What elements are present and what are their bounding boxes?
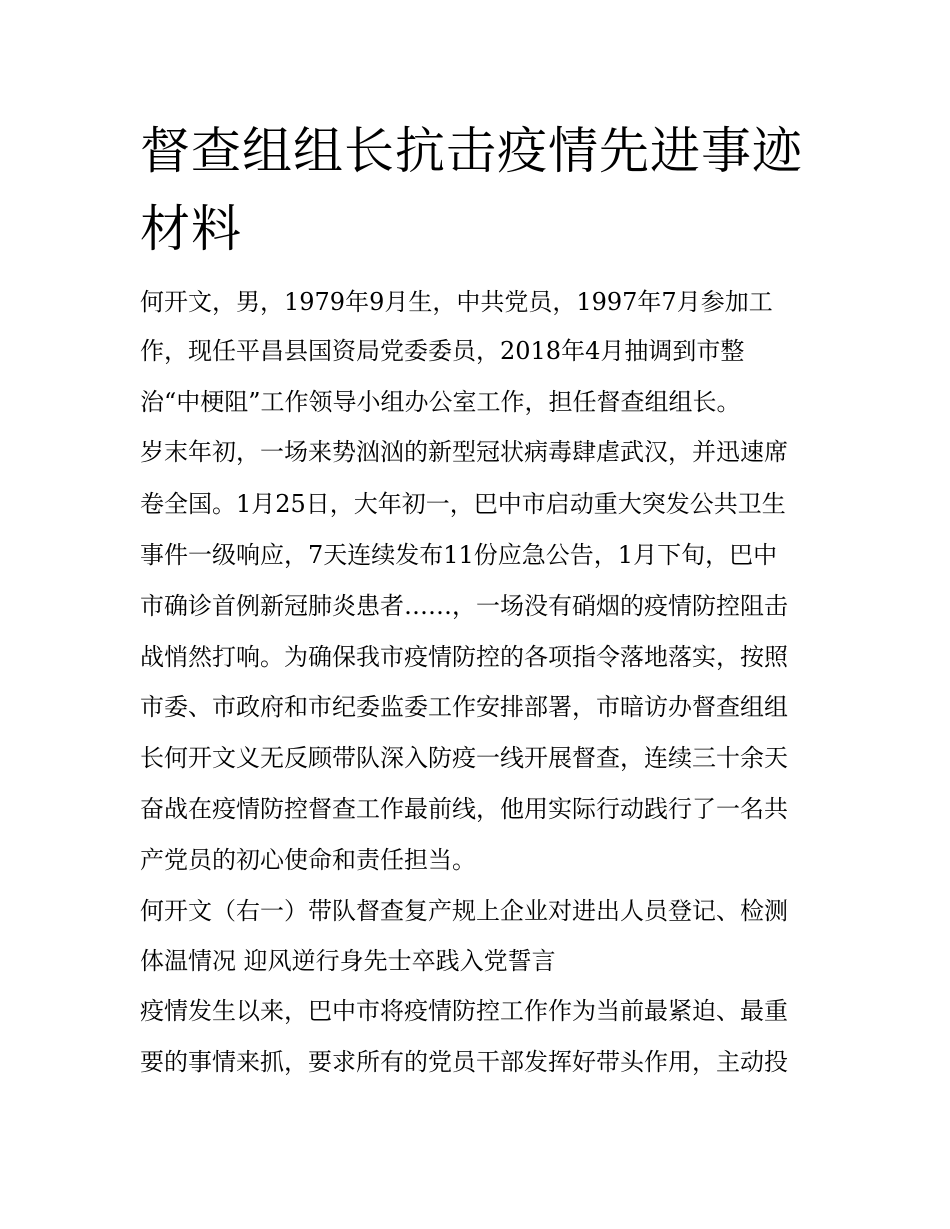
caption-line-2: 体温情况 迎风逆行身先士卒践入党誓言	[140, 947, 556, 975]
paragraph-3-line-1: 疫情发生以来，巴中市将疫情防控工作作为当前最紧迫、最重	[140, 997, 788, 1025]
paragraph-2-line-6: 市委、市政府和市纪委监委工作安排部署，市暗访办督查组组	[140, 693, 788, 721]
caption-line-1: 何开文（右一）带队督查复产规上企业对进出人员登记、检测	[140, 897, 788, 925]
paragraph-2-line-7: 长何开文义无反顾带队深入防疫一线开展督查，连续三十余天	[140, 744, 788, 772]
paragraph-2-line-3: 事件一级响应，7天连续发布11份应急公告，1月下旬，巴中	[140, 541, 778, 569]
document-title	[140, 112, 820, 268]
paragraph-3-line-2: 要的事情来抓，要求所有的党员干部发挥好带头作用，主动投	[140, 1048, 788, 1076]
paragraph-2-line-4: 市确诊首例新冠肺炎患者……，一场没有硝烟的疫情防控阻击	[140, 592, 788, 620]
paragraph-1-line-2: 作，现任平昌县国资局党委委员，2018年4月抽调到市整	[140, 337, 745, 365]
title-line-2: 材料	[140, 200, 242, 258]
paragraph-2-line-1: 岁末年初，一场来势汹汹的新型冠状病毒肆虐武汉，并迅速席	[140, 438, 788, 466]
paragraph-1-line-3: 治“中梗阻”工作领导小组办公室工作，担任督查组组长。	[140, 388, 741, 416]
paragraph-2-line-5: 战悄然打响。为确保我市疫情防控的各项指令落地落实，按照	[140, 643, 788, 671]
paragraph-1-line-1: 何开文，男，1979年9月生，中共党员，1997年7月参加工	[140, 288, 773, 316]
paragraph-2-line-9: 产党员的初心使命和责任担当。	[140, 846, 476, 874]
paragraph-2-line-2: 卷全国。1月25日，大年初一，巴中市启动重大突发公共卫生	[140, 490, 786, 518]
paragraph-2-line-8: 奋战在疫情防控督查工作最前线，他用实际行动践行了一名共	[140, 795, 788, 823]
title-line-1: 督查组组长抗击疫情先进事迹	[140, 122, 803, 180]
